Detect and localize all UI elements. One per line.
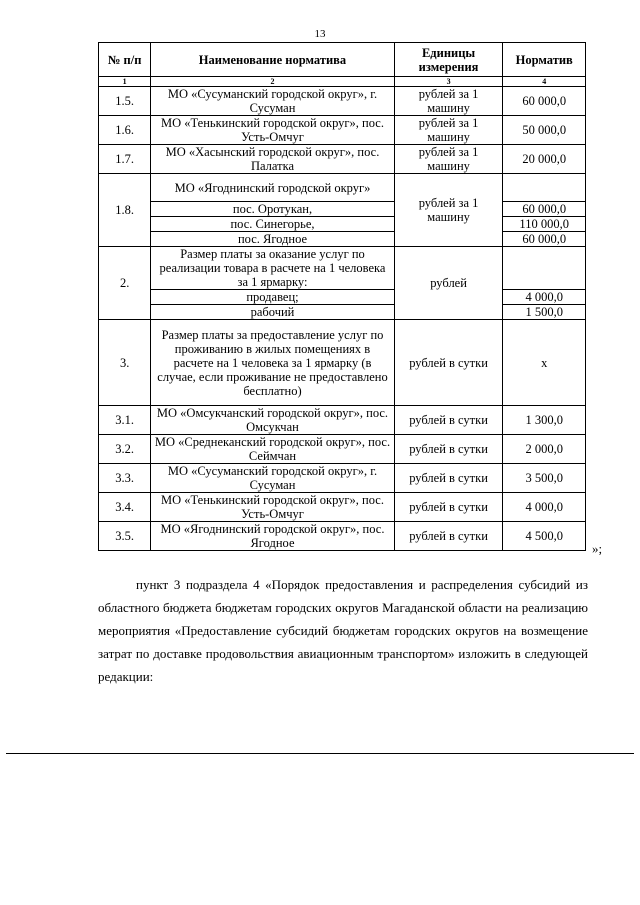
row-unit: рублей в сутки [394, 406, 503, 435]
row-name: МО «Ягоднинский городской округ» [151, 174, 394, 202]
row-name: МО «Ягоднинский городской округ», пос. Ягодное [151, 522, 394, 551]
row-number: 2. [99, 247, 151, 320]
table-row [99, 435, 586, 464]
header-number: № п/п [99, 43, 151, 77]
row-value: 3 500,0 [503, 464, 586, 493]
paragraph-text: пункт 3 подраздела 4 «Порядок предоставления и распределения субсидий из областного бюджета бюджетам городских округов Магаданской области на реализацию мероприятия «Предоставление субсидий бюджетам городских округов на возмещение затрат по доставке продовольствия авиационным транспортом» изложить в следующей редакции: [98, 577, 588, 684]
row-name: МО «Омсукчанский городской округ», пос. Омсукчан [151, 406, 394, 435]
row-value: 4 000,0 [503, 493, 586, 522]
row-unit: рублей [394, 247, 503, 320]
row-value: 4 500,0 [503, 522, 586, 551]
closing-quote-mark: »; [592, 541, 603, 556]
table-row [99, 464, 586, 493]
subrow-value: 60 000,0 [503, 232, 586, 247]
row-number: 3.3. [99, 464, 151, 493]
table-row [99, 320, 586, 406]
table-header-row [99, 43, 586, 77]
table-row [99, 522, 586, 551]
header-value: Норматив [503, 43, 586, 77]
table-row [99, 174, 586, 202]
subrow-name: продавец; [151, 290, 394, 305]
table-subrow [99, 202, 586, 217]
table-subrow [99, 305, 586, 320]
row-number: 1.6. [99, 116, 151, 145]
row-number: 3.4. [99, 493, 151, 522]
row-unit: рублей за 1 машину [394, 145, 503, 174]
table-row [99, 247, 586, 290]
row-unit: рублей за 1 машину [394, 174, 503, 247]
page-number: 13 [314, 28, 326, 40]
subrow-name: рабочий [151, 305, 394, 320]
subrow-value: 1 500,0 [503, 305, 586, 320]
row-name: МО «Сусуманский городской округ», г. Сусуман [151, 464, 394, 493]
row-value-empty [503, 174, 586, 202]
row-value: 20 000,0 [503, 145, 586, 174]
row-value: 50 000,0 [503, 116, 586, 145]
column-index: 2 [151, 77, 394, 87]
row-unit: рублей в сутки [394, 522, 503, 551]
table-subrow [99, 290, 586, 305]
subrow-value: 4 000,0 [503, 290, 586, 305]
row-value-empty [503, 247, 586, 290]
subrow-value: 110 000,0 [503, 217, 586, 232]
table-row [99, 116, 586, 145]
row-number: 3.5. [99, 522, 151, 551]
row-value: х [503, 320, 586, 406]
row-unit: рублей в сутки [394, 464, 503, 493]
row-name: МО «Хасынский городской округ», пос. Палатка [151, 145, 394, 174]
table-subrow [99, 217, 586, 232]
row-unit: рублей в сутки [394, 493, 503, 522]
table-row [99, 406, 586, 435]
column-index: 1 [99, 77, 151, 87]
header-name: Наименование норматива [151, 43, 394, 77]
row-name: МО «Тенькинский городской округ», пос. Усть-Омчуг [151, 116, 394, 145]
subrow-name: пос. Оротукан, [151, 202, 394, 217]
row-number: 1.5. [99, 87, 151, 116]
subrow-name: пос. Ягодное [151, 232, 394, 247]
column-index: 4 [503, 77, 586, 87]
row-number: 1.8. [99, 174, 151, 247]
row-number: 3.2. [99, 435, 151, 464]
table-row [99, 493, 586, 522]
body-paragraph [98, 573, 588, 688]
row-value: 1 300,0 [503, 406, 586, 435]
row-unit: рублей за 1 машину [394, 87, 503, 116]
row-name: МО «Сусуманский городской округ», г. Сусуман [151, 87, 394, 116]
header-unit: Единицы измерения [394, 43, 503, 77]
row-value: 60 000,0 [503, 87, 586, 116]
table-row [99, 87, 586, 116]
row-value: 2 000,0 [503, 435, 586, 464]
subrow-name: пос. Синегорье, [151, 217, 394, 232]
table-subrow [99, 232, 586, 247]
row-unit: рублей в сутки [394, 320, 503, 406]
row-name: МО «Тенькинский городской округ», пос. Усть-Омчуг [151, 493, 394, 522]
table-row [99, 145, 586, 174]
norms-table [98, 42, 586, 551]
row-number: 3. [99, 320, 151, 406]
row-name: Размер платы за оказание услуг по реализации товара в расчете на 1 человека за 1 ярмарку: [151, 247, 394, 290]
column-index-row [99, 77, 586, 87]
row-name: МО «Среднеканский городской округ», пос. Сеймчан [151, 435, 394, 464]
column-index: 3 [394, 77, 503, 87]
row-name: Размер платы за предоставление услуг по проживанию в жилых помещениях в расчете на 1 человека за 1 ярмарку (в случае, если проживание не предоставлено бесплатно) [151, 320, 394, 406]
row-unit: рублей в сутки [394, 435, 503, 464]
subrow-value: 60 000,0 [503, 202, 586, 217]
row-number: 3.1. [99, 406, 151, 435]
row-number: 1.7. [99, 145, 151, 174]
page-bottom-rule [6, 753, 634, 754]
row-unit: рублей за 1 машину [394, 116, 503, 145]
